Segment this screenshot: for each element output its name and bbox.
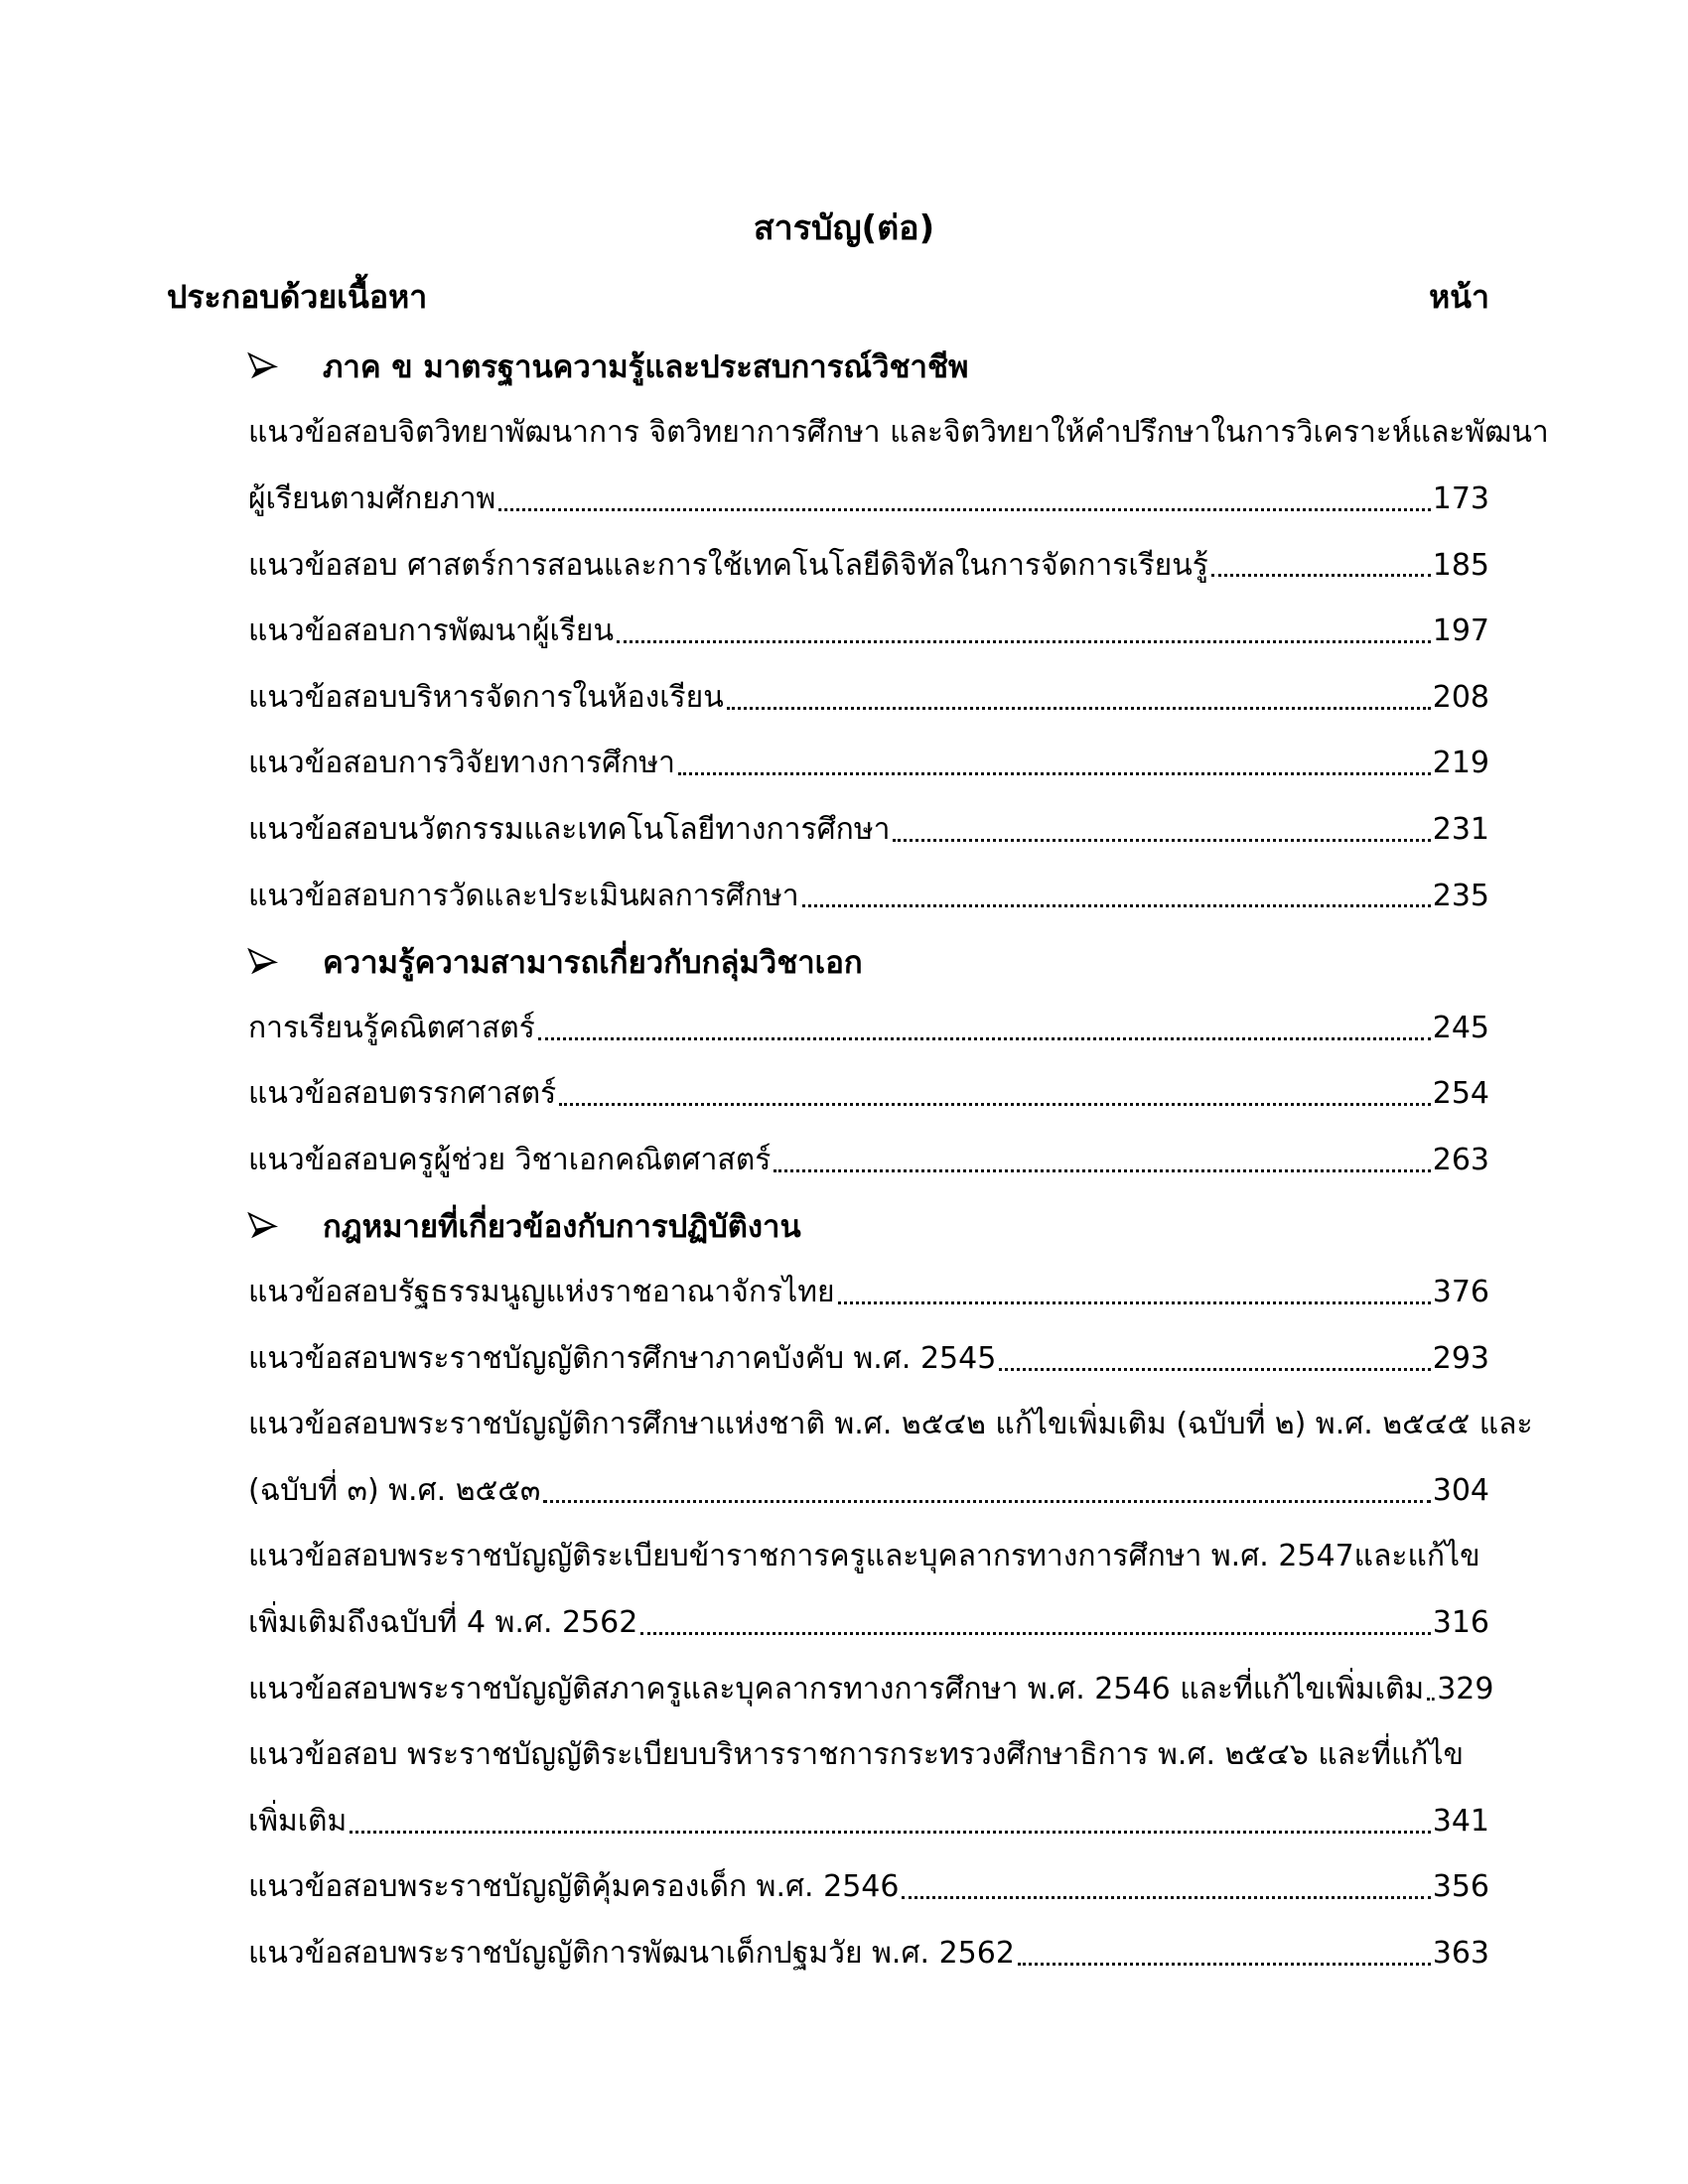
toc-page-number: 304 — [1432, 1472, 1489, 1508]
toc-page-number: 235 — [1432, 878, 1489, 913]
dot-leader — [538, 1037, 1431, 1040]
dot-leader — [1018, 1963, 1431, 1966]
dot-leader — [1427, 1698, 1435, 1701]
section-heading-label: กฎหมายที่เกี่ยวข้องกับการปฏิบัติงาน — [323, 1209, 801, 1246]
arrowhead-bullet-icon — [245, 946, 281, 978]
toc-entry — [167, 1920, 1489, 1986]
entry-text: แนวข้อสอบรัฐธรรมนูญแห่งราชอาณาจักรไทย — [248, 1275, 835, 1310]
toc-section-heading — [167, 1193, 1489, 1260]
toc-list — [167, 334, 1549, 1986]
toc-entry — [167, 863, 1489, 929]
dot-leader — [1211, 574, 1431, 577]
dot-leader — [999, 1368, 1430, 1371]
toc-entry — [167, 995, 1489, 1061]
entry-text: แนวข้อสอบ ศาสตร์การสอนและการใช้เทคโนโลยีดิจิทัลในการจัดการเรียนรู้ — [248, 547, 1208, 583]
entry-text: ผู้เรียนตามศักยภาพ — [248, 480, 496, 516]
toc-page-number: 173 — [1432, 480, 1489, 516]
dot-leader — [678, 772, 1431, 775]
page-title: สารบัญ(ต่อ) — [753, 208, 935, 248]
entry-text: แนวข้อสอบพระราชบัญญัติการพัฒนาเด็กปฐมวัย พ.ศ. 2562 — [248, 1936, 1015, 1972]
toc-entry — [167, 731, 1489, 797]
entry-text: แนวข้อสอบพระราชบัญญัติการศึกษาแห่งชาติ พ.ศ. ๒๕๔๒ แก้ไขเพิ่มเติม (ฉบับที่ ๒) พ.ศ. ๒๕๔๕ และ — [248, 1407, 1533, 1442]
toc-entry-continuation — [167, 400, 1549, 467]
toc-entry — [167, 1061, 1489, 1128]
entry-text: แนวข้อสอบพระราชบัญญัติคุ้มครองเด็ก พ.ศ. 2546 — [248, 1869, 900, 1905]
entry-text: แนวข้อสอบพระราชบัญญัติระเบียบข้าราชการครูและบุคลากรทางการศึกษา พ.ศ. 2547และแก้ไข — [248, 1539, 1480, 1574]
toc-section-heading — [167, 334, 1489, 400]
dot-leader — [774, 1169, 1430, 1172]
toc-entry — [167, 664, 1489, 731]
dot-leader — [838, 1301, 1431, 1304]
entry-text: แนวข้อสอบ พระราชบัญญัติระเบียบบริหารราชการกระทรวงศึกษาธิการ พ.ศ. ๒๕๔๖ และที่แก้ไข — [248, 1737, 1465, 1773]
toc-page-number: 231 — [1432, 811, 1489, 847]
toc-entry — [167, 1457, 1489, 1524]
entry-text: (ฉบับที่ ๓) พ.ศ. ๒๕๕๓ — [248, 1472, 541, 1508]
toc-page-number: 185 — [1432, 547, 1489, 583]
entry-text: เพิ่มเติม — [248, 1803, 348, 1839]
dot-leader — [640, 1632, 1430, 1635]
toc-page-number: 263 — [1432, 1142, 1489, 1177]
toc-entry — [167, 1788, 1489, 1854]
toc-page-number: 356 — [1432, 1869, 1489, 1905]
toc-entry-continuation — [167, 1392, 1533, 1458]
toc-entry — [167, 1854, 1489, 1921]
toc-page-number: 293 — [1432, 1340, 1489, 1376]
toc-entry — [167, 796, 1489, 863]
toc-page-number: 341 — [1432, 1803, 1489, 1839]
dot-leader — [559, 1103, 1430, 1106]
dot-leader — [498, 508, 1430, 511]
toc-page-number: 219 — [1432, 746, 1489, 781]
dot-leader — [893, 839, 1430, 842]
toc-page-number: 245 — [1432, 1010, 1489, 1045]
dot-leader — [350, 1831, 1430, 1834]
toc-entry — [167, 532, 1489, 599]
toc-entry-continuation — [167, 1721, 1489, 1788]
section-heading-label: ความรู้ความสามารถเกี่ยวกับกลุ่มวิชาเอก — [323, 944, 863, 981]
dot-leader — [902, 1896, 1430, 1899]
entry-text: การเรียนรู้คณิตศาสตร์ — [248, 1010, 535, 1045]
toc-section-heading — [167, 928, 1489, 995]
toc-entry-continuation — [167, 1524, 1489, 1590]
entry-text: แนวข้อสอบตรรกศาสตร์ — [248, 1076, 557, 1112]
entry-text: เพิ่มเติมถึงฉบับที่ 4 พ.ศ. 2562 — [248, 1605, 638, 1641]
entry-text: แนวข้อสอบนวัตกรรมและเทคโนโลยีทางการศึกษา — [248, 811, 891, 847]
entry-text: แนวข้อสอบพระราชบัญญัติการศึกษาภาคบังคับ พ.ศ. 2545 — [248, 1340, 997, 1376]
entry-text: แนวข้อสอบครูผู้ช่วย วิชาเอกคณิตศาสตร์ — [248, 1142, 772, 1177]
toc-entry — [167, 1656, 1494, 1722]
entry-text: แนวข้อสอบการพัฒนาผู้เรียน — [248, 614, 614, 649]
toc-entry — [167, 1325, 1489, 1392]
toc-column-headers — [167, 272, 1489, 323]
toc-page-number: 254 — [1432, 1076, 1489, 1112]
toc-entry — [167, 1259, 1489, 1325]
dot-leader — [543, 1500, 1430, 1503]
dot-leader — [617, 640, 1431, 643]
arrowhead-bullet-icon — [245, 1210, 281, 1242]
dot-leader — [727, 707, 1431, 710]
section-heading-label: ภาค ข มาตรฐานความรู้และประสบการณ์วิชาชีพ — [323, 349, 969, 386]
contents-column-header: ประกอบด้วยเนื้อหา — [167, 278, 428, 316]
toc-page-number: 376 — [1432, 1275, 1489, 1310]
dot-leader — [802, 904, 1431, 907]
toc-page-number: 329 — [1437, 1671, 1494, 1706]
toc-page-number: 208 — [1432, 679, 1489, 715]
toc-page-number: 316 — [1432, 1605, 1489, 1641]
toc-entry — [167, 1127, 1489, 1193]
toc-page-number: 197 — [1432, 614, 1489, 649]
arrowhead-bullet-icon — [245, 350, 281, 382]
toc-page-number: 363 — [1432, 1936, 1489, 1972]
entry-text: แนวข้อสอบการวัดและประเมินผลการศึกษา — [248, 878, 799, 913]
toc-entry — [167, 466, 1489, 532]
toc-entry — [167, 598, 1489, 664]
entry-text: แนวข้อสอบพระราชบัญญัติสภาครูและบุคลากรทางการศึกษา พ.ศ. 2546 และที่แก้ไขเพิ่มเติม — [248, 1671, 1425, 1706]
entry-text: แนวข้อสอบจิตวิทยาพัฒนาการ จิตวิทยาการศึกษา และจิตวิทยาให้คำปรึกษาในการวิเคราะห์และพัฒนา — [248, 415, 1549, 451]
entry-text: แนวข้อสอบการวิจัยทางการศึกษา — [248, 746, 675, 781]
entry-text: แนวข้อสอบบริหารจัดการในห้องเรียน — [248, 679, 724, 715]
page-column-header: หน้า — [1429, 278, 1489, 316]
toc-entry — [167, 1589, 1489, 1656]
